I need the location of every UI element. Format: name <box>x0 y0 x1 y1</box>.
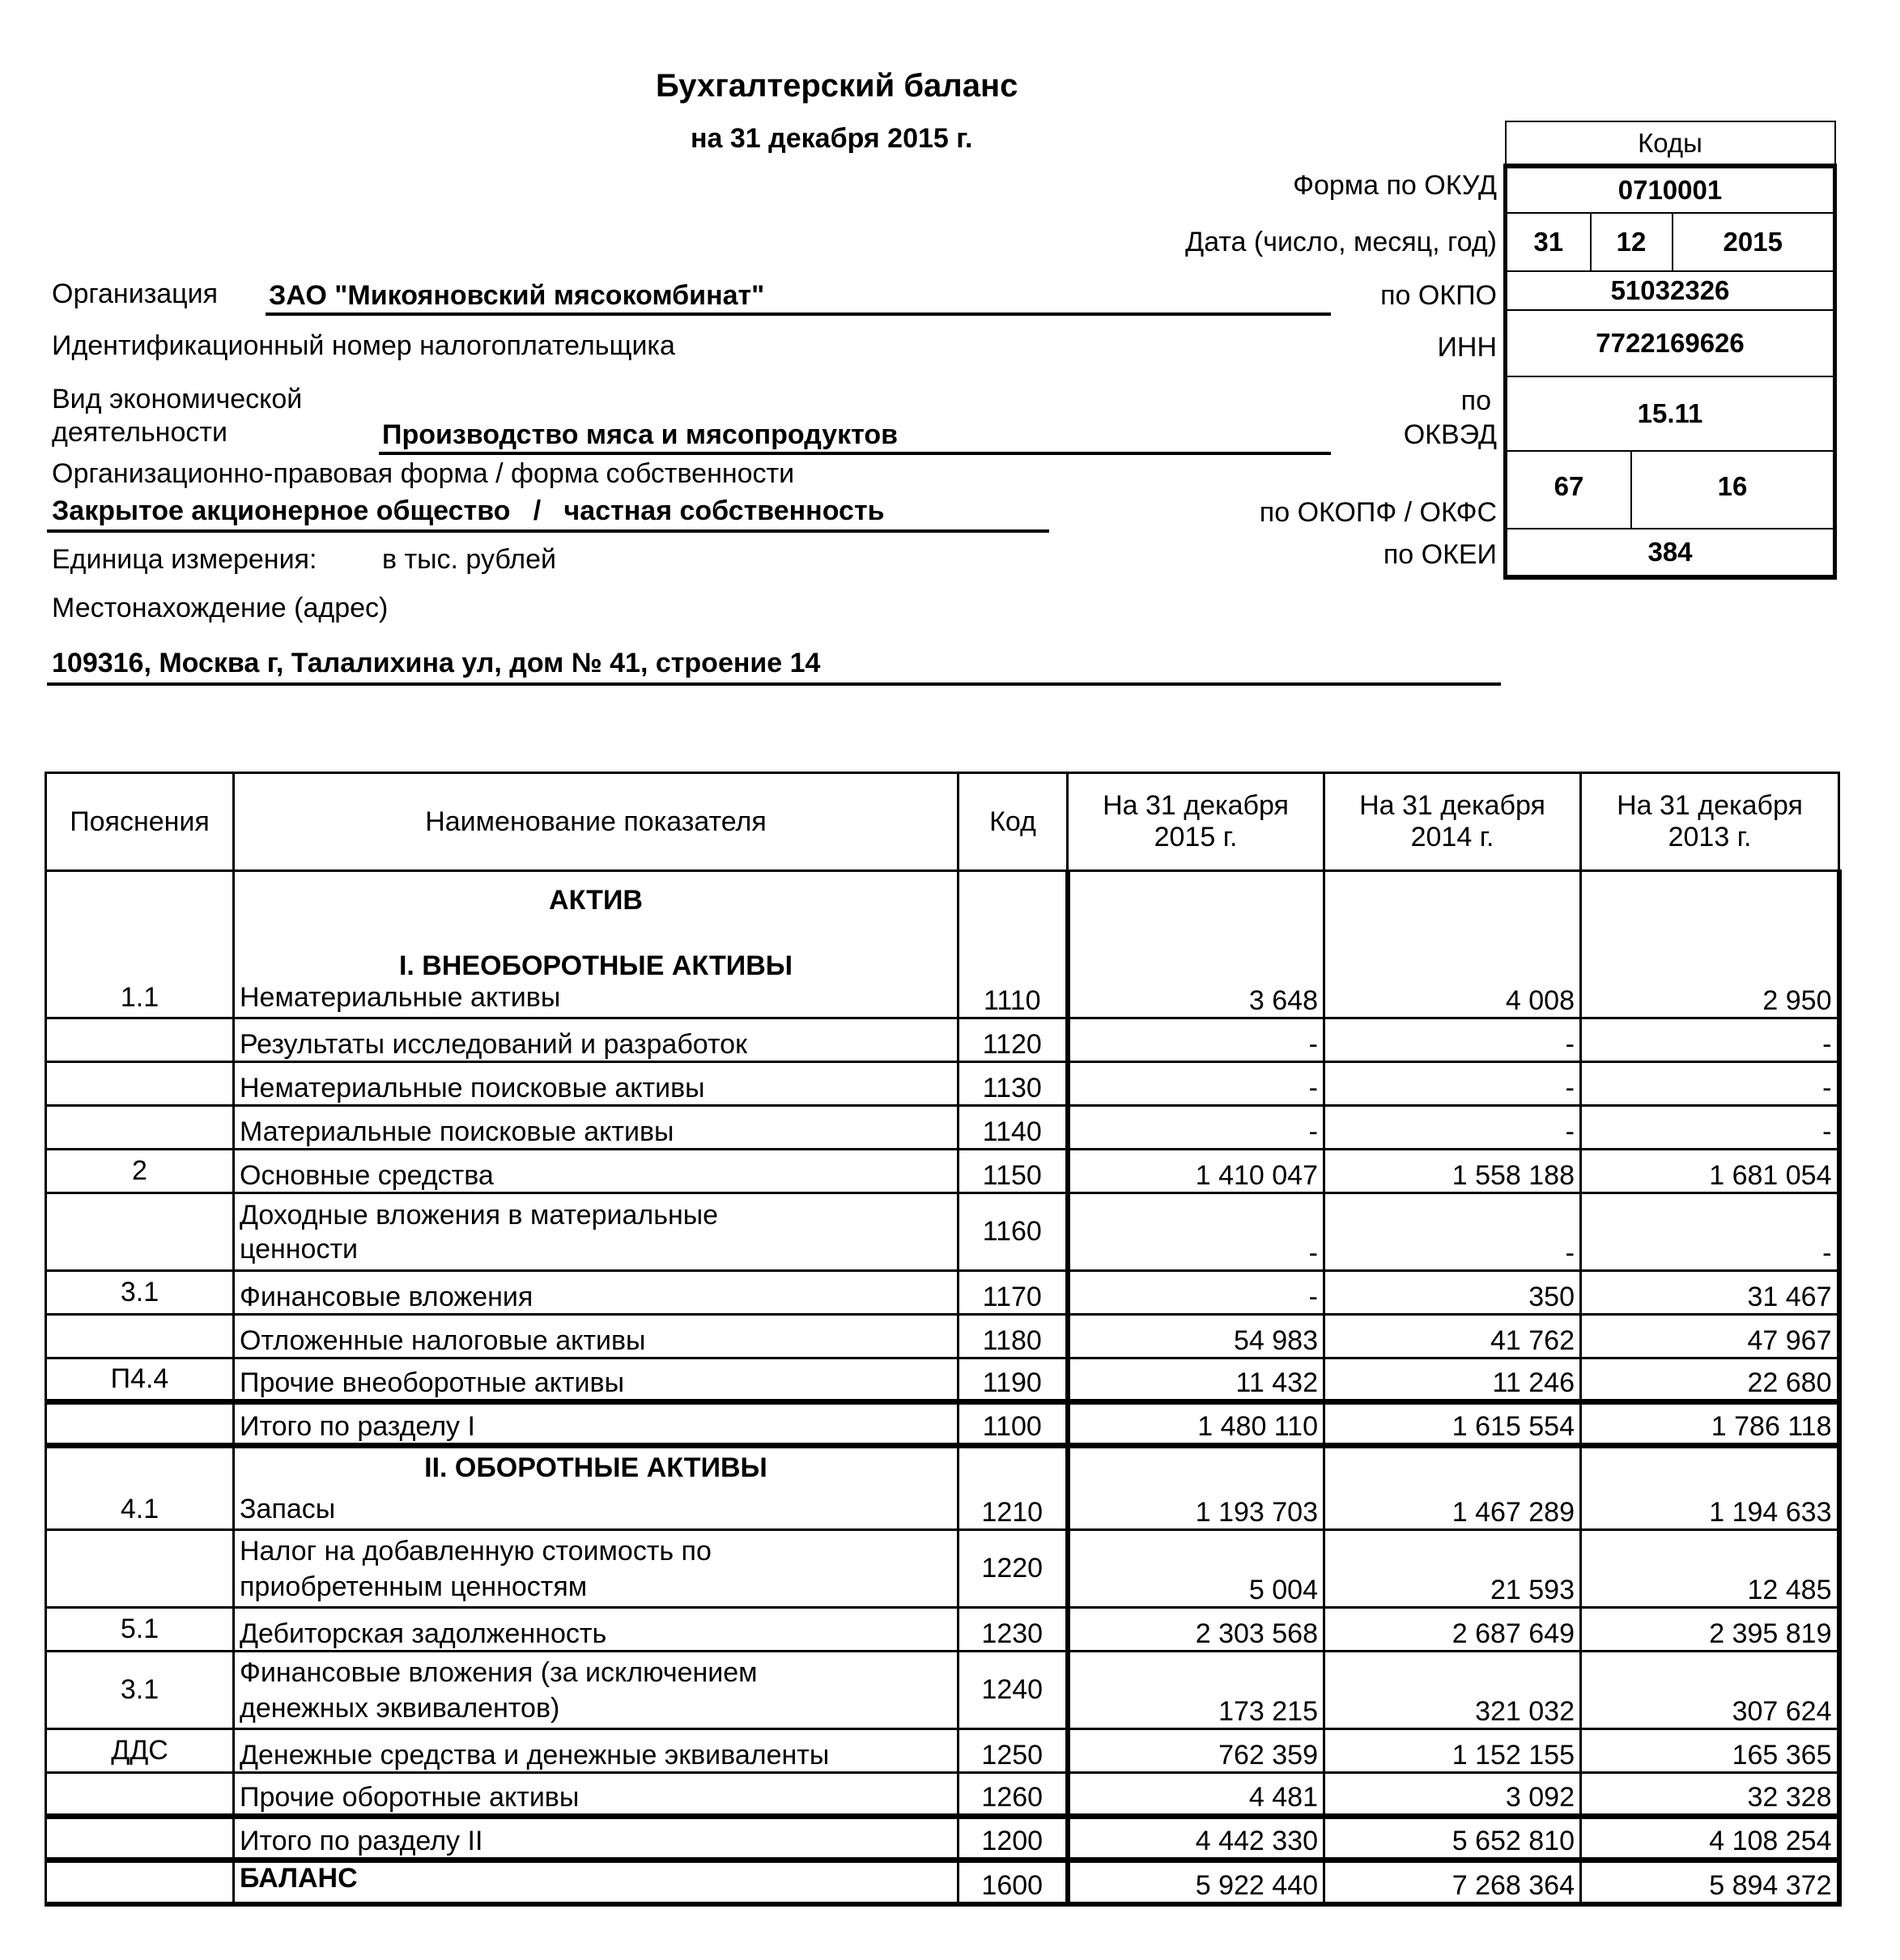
value-2014: 41 762 <box>1324 1315 1581 1358</box>
okud-value: 0710001 <box>1506 166 1835 213</box>
table-row <box>46 1608 1839 1652</box>
row-name-text: Нематериальные активы <box>240 982 561 1013</box>
value-2014: - <box>1324 1193 1581 1271</box>
table-row <box>46 1446 1839 1530</box>
table-row-total <box>46 1402 1839 1446</box>
activity-underline <box>379 452 1331 455</box>
row-name: Материальные поисковые активы <box>234 1106 959 1150</box>
value-2013: 5 894 372 <box>1581 1860 1839 1904</box>
okved-label-1: по <box>1460 385 1491 416</box>
header-note: Пояснения <box>46 773 234 871</box>
header-name: Наименование показателя <box>234 773 959 871</box>
okved-label-2: ОКВЭД <box>1403 419 1497 450</box>
legal-form-label: Организационно-правовая форма / форма собственности <box>52 458 795 489</box>
value-2015: 5 004 <box>1068 1530 1324 1608</box>
row-code: 1200 <box>959 1817 1068 1860</box>
row-note <box>46 1315 234 1358</box>
table-row <box>46 1358 1839 1402</box>
value-2013: 165 365 <box>1581 1729 1839 1773</box>
value-2013: 1 786 118 <box>1581 1402 1839 1446</box>
row-code: 1190 <box>959 1358 1068 1402</box>
row-note: 1.1 <box>46 871 234 1018</box>
row-code: 1260 <box>959 1773 1068 1817</box>
value-2015: - <box>1068 1193 1324 1271</box>
row-code: 1170 <box>959 1271 1068 1315</box>
table-header <box>46 773 1839 871</box>
section2-heading: II. ОБОРОТНЫЕ АКТИВЫ <box>424 1452 767 1483</box>
value-2015: 4 481 <box>1068 1773 1324 1817</box>
value-2015: 3 648 <box>1068 871 1324 1018</box>
value-2013: 2 395 819 <box>1581 1608 1839 1652</box>
value-2015: 1 193 703 <box>1068 1446 1324 1530</box>
value-2013: 47 967 <box>1581 1315 1839 1358</box>
okopf-value: 67 <box>1506 451 1632 529</box>
value-2013: 307 624 <box>1581 1652 1839 1729</box>
okei-label: по ОКЕИ <box>1383 539 1497 570</box>
table-row-total <box>46 1817 1839 1860</box>
value-2015: 173 215 <box>1068 1652 1324 1729</box>
row-note <box>46 1193 234 1271</box>
row-code: 1120 <box>959 1018 1068 1062</box>
org-underline <box>266 312 1331 316</box>
row-code: 1110 <box>959 871 1068 1018</box>
value-2014: 3 092 <box>1324 1773 1581 1817</box>
okpo-label: по ОКПО <box>1380 280 1497 311</box>
value-2015: 1 410 047 <box>1068 1150 1324 1193</box>
row-name: Финансовые вложения (за исключением денежных эквивалентов) <box>234 1652 959 1729</box>
value-2014: 1 467 289 <box>1324 1446 1581 1530</box>
row-code: 1100 <box>959 1402 1068 1446</box>
okud-label: Форма по ОКУД <box>1293 170 1497 201</box>
header-2013: На 31 декабря 2013 г. <box>1581 773 1839 871</box>
section1-heading: I. ВНЕОБОРОТНЫЕ АКТИВЫ <box>398 950 793 981</box>
value-2015: 2 303 568 <box>1068 1608 1324 1652</box>
value-2013: - <box>1581 1106 1839 1150</box>
row-name <box>234 871 959 1018</box>
row-note: П4.4 <box>46 1358 234 1402</box>
value-2014: - <box>1324 1062 1581 1106</box>
value-2013: 22 680 <box>1581 1358 1839 1402</box>
value-2015: - <box>1068 1106 1324 1150</box>
address-underline <box>47 682 1501 686</box>
okved-value: 15.11 <box>1506 376 1835 451</box>
value-2015: - <box>1068 1062 1324 1106</box>
row-note <box>46 1402 234 1446</box>
row-name: Отложенные налоговые активы <box>234 1315 959 1358</box>
row-name: Нематериальные поисковые активы <box>234 1062 959 1106</box>
table-row <box>46 1773 1839 1817</box>
value-2015: 4 442 330 <box>1068 1817 1324 1860</box>
row-name: Финансовые вложения <box>234 1271 959 1315</box>
table-row <box>46 1729 1839 1773</box>
row-name-text: Запасы <box>240 1494 336 1524</box>
value-2014: 1 615 554 <box>1324 1402 1581 1446</box>
table-row-balance <box>46 1860 1839 1904</box>
legal-form-underline <box>47 529 1049 533</box>
row-code: 1150 <box>959 1150 1068 1193</box>
row-note: ДДС <box>46 1729 234 1773</box>
row-code: 1250 <box>959 1729 1068 1773</box>
value-2014: 11 246 <box>1324 1358 1581 1402</box>
okopf-label: по ОКОПФ / ОКФС <box>1259 497 1497 528</box>
date-label: Дата (число, месяц, год) <box>1185 227 1497 257</box>
value-2015: - <box>1068 1271 1324 1315</box>
aktiv-heading: АКТИВ <box>549 885 643 916</box>
codes-box <box>1503 121 1837 580</box>
document-subtitle: на 31 декабря 2015 г. <box>691 123 973 154</box>
value-2014: - <box>1324 1106 1581 1150</box>
row-name <box>234 1446 959 1530</box>
table-row <box>46 871 1839 1018</box>
org-name: ЗАО "Микояновский мясокомбинат" <box>269 280 765 311</box>
table-row <box>46 1150 1839 1193</box>
row-code: 1220 <box>959 1530 1068 1608</box>
row-note: 4.1 <box>46 1446 234 1530</box>
value-2015: 11 432 <box>1068 1358 1324 1402</box>
date-day: 31 <box>1506 213 1591 271</box>
activity-label-2: деятельности <box>52 417 227 448</box>
row-name: Прочие оборотные активы <box>234 1773 959 1817</box>
value-2013: 32 328 <box>1581 1773 1839 1817</box>
row-name: БАЛАНС <box>234 1860 959 1904</box>
row-code: 1230 <box>959 1608 1068 1652</box>
row-name: Доходные вложения в материальные ценности <box>234 1193 959 1271</box>
address-label: Местонахождение (адрес) <box>52 593 389 623</box>
table-row <box>46 1193 1839 1271</box>
unit-value: в тыс. рублей <box>382 544 557 575</box>
header-code: Код <box>959 773 1068 871</box>
value-2014: 21 593 <box>1324 1530 1581 1608</box>
row-name: Итого по разделу I <box>234 1402 959 1446</box>
value-2013: 4 108 254 <box>1581 1817 1839 1860</box>
row-note: 3.1 <box>46 1652 234 1729</box>
value-2013: - <box>1581 1193 1839 1271</box>
value-2015: 1 480 110 <box>1068 1402 1324 1446</box>
inn-label: Идентификационный номер налогоплательщика <box>52 330 675 361</box>
value-2014: 350 <box>1324 1271 1581 1315</box>
row-note <box>46 1773 234 1817</box>
row-note <box>46 1530 234 1608</box>
value-2014: 2 687 649 <box>1324 1608 1581 1652</box>
table-row <box>46 1271 1839 1315</box>
row-note: 5.1 <box>46 1608 234 1652</box>
row-note <box>46 1860 234 1904</box>
row-note <box>46 1106 234 1150</box>
row-code: 1160 <box>959 1193 1068 1271</box>
row-code: 1240 <box>959 1652 1068 1729</box>
value-2013: 31 467 <box>1581 1271 1839 1315</box>
value-2013: 2 950 <box>1581 871 1839 1018</box>
row-code: 1140 <box>959 1106 1068 1150</box>
row-note <box>46 1018 234 1062</box>
value-2014: - <box>1324 1018 1581 1062</box>
table-row <box>46 1652 1839 1729</box>
value-2013: - <box>1581 1062 1839 1106</box>
row-name: Прочие внеоборотные активы <box>234 1358 959 1402</box>
value-2015: 762 359 <box>1068 1729 1324 1773</box>
row-name: Итого по разделу II <box>234 1817 959 1860</box>
inn-value: 7722169626 <box>1506 310 1835 376</box>
row-name: Налог на добавленную стоимость по приобретенным ценностям <box>234 1530 959 1608</box>
value-2013: 1 194 633 <box>1581 1446 1839 1530</box>
activity-label-1: Вид экономической <box>52 384 303 415</box>
value-2013: 12 485 <box>1581 1530 1839 1608</box>
table-row <box>46 1062 1839 1106</box>
header-2014: На 31 декабря 2014 г. <box>1324 773 1581 871</box>
value-2015: 5 922 440 <box>1068 1860 1324 1904</box>
row-name: Дебиторская задолженность <box>234 1608 959 1652</box>
value-2014: 4 008 <box>1324 871 1581 1018</box>
codes-heading: Коды <box>1506 121 1835 166</box>
unit-label: Единица измерения: <box>52 544 317 575</box>
row-note <box>46 1062 234 1106</box>
row-name: Основные средства <box>234 1150 959 1193</box>
value-2014: 321 032 <box>1324 1652 1581 1729</box>
value-2013: 1 681 054 <box>1581 1150 1839 1193</box>
inn-code-label: ИНН <box>1437 332 1497 363</box>
okpo-value: 51032326 <box>1506 271 1835 310</box>
date-month: 12 <box>1591 213 1673 271</box>
document-title: Бухгалтерский баланс <box>656 68 1018 104</box>
value-2014: 1 152 155 <box>1324 1729 1581 1773</box>
value-2014: 1 558 188 <box>1324 1150 1581 1193</box>
row-code: 1600 <box>959 1860 1068 1904</box>
value-2014: 7 268 364 <box>1324 1860 1581 1904</box>
value-2015: 54 983 <box>1068 1315 1324 1358</box>
row-note: 3.1 <box>46 1271 234 1315</box>
value-2014: 5 652 810 <box>1324 1817 1581 1860</box>
balance-table <box>45 772 1842 1907</box>
header-2015: На 31 декабря 2015 г. <box>1068 773 1324 871</box>
date-year: 2015 <box>1673 213 1835 271</box>
table-row <box>46 1530 1839 1608</box>
value-2013: - <box>1581 1018 1839 1062</box>
okei-value: 384 <box>1506 529 1835 577</box>
value-2015: - <box>1068 1018 1324 1062</box>
okfs-value: 16 <box>1631 451 1834 529</box>
org-label: Организация <box>52 278 219 309</box>
row-name: Результаты исследований и разработок <box>234 1018 959 1062</box>
table-row <box>46 1018 1839 1062</box>
row-name: Денежные средства и денежные эквиваленты <box>234 1729 959 1773</box>
address-value: 109316, Москва г, Талалихина ул, дом № 41, строение 14 <box>52 648 821 678</box>
row-code: 1130 <box>959 1062 1068 1106</box>
row-note <box>46 1817 234 1860</box>
table-row <box>46 1315 1839 1358</box>
row-code: 1180 <box>959 1315 1068 1358</box>
row-note: 2 <box>46 1150 234 1193</box>
legal-form-value: Закрытое акционерное общество / частная собственность <box>52 495 885 526</box>
table-row <box>46 1106 1839 1150</box>
activity-value: Производство мяса и мясопродуктов <box>382 419 899 450</box>
row-code: 1210 <box>959 1446 1068 1530</box>
